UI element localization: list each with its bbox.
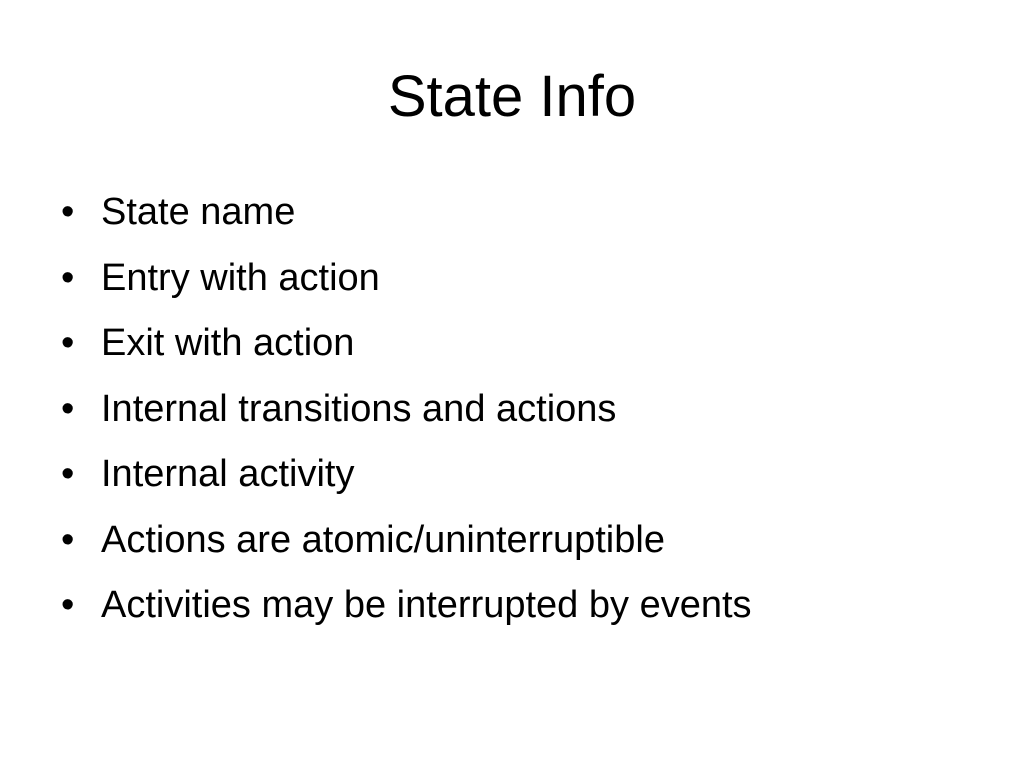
bullet-text: Actions are atomic/uninterruptible	[101, 518, 665, 561]
bullet-icon: •	[61, 191, 75, 233]
bullet-item	[58, 180, 752, 246]
bullet-item	[58, 246, 752, 312]
bullet-item	[58, 442, 752, 508]
bullet-text: State name	[101, 191, 296, 233]
bullet-item	[58, 573, 752, 639]
bullet-icon: •	[61, 453, 75, 495]
bullet-text: Activities may be interrupted by events	[101, 584, 752, 626]
bullet-text: Entry with action	[101, 256, 380, 299]
bullet-item	[58, 377, 752, 443]
bullet-text: Exit with action	[101, 322, 355, 364]
bullet-icon: •	[61, 584, 75, 626]
bullet-list	[58, 180, 752, 639]
bullet-text: Internal activity	[101, 453, 355, 495]
bullet-icon: •	[61, 518, 75, 561]
bullet-text: Internal transitions and actions	[101, 387, 617, 430]
bullet-icon: •	[61, 256, 75, 299]
slide-title: State Info	[387, 64, 637, 129]
bullet-icon: •	[61, 387, 75, 430]
bullet-item	[58, 311, 752, 377]
bullet-item	[58, 508, 752, 574]
bullet-icon: •	[61, 322, 75, 364]
